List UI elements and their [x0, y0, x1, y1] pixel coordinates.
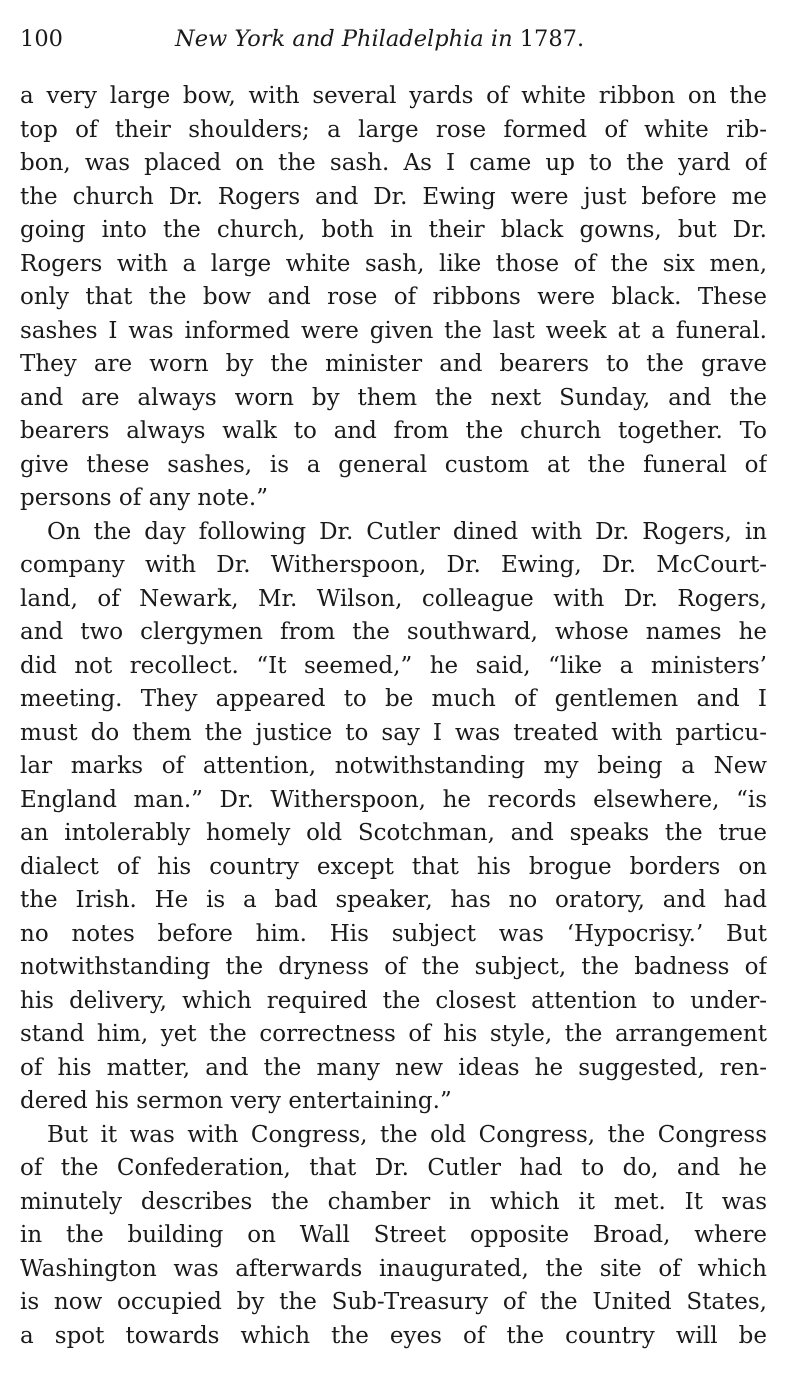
text-line: company with Dr. Witherspoon, Dr. Ewing, Dr. McCourt-: [20, 552, 767, 578]
text-line: give these sashes, is a general custom at the funeral of: [20, 451, 767, 478]
text-line: the church Dr. Rogers and Dr. Ewing were just before me: [20, 183, 767, 210]
text-line: Washington was afterwards inaugurated, the site of which: [20, 1255, 767, 1282]
text-line: persons of any note.”: [20, 485, 268, 511]
text-line: going into the church, both in their black gowns, but Dr.: [20, 217, 767, 243]
text-line: sashes I was informed were given the last week at a funeral.: [20, 317, 767, 344]
text-line: a spot towards which the eyes of the country will be: [20, 1322, 767, 1349]
text-line: an intolerably homely old Scotchman, and speaks the true: [20, 820, 767, 846]
text-line: lar marks of attention, notwithstanding my being a New: [20, 753, 767, 779]
running-title: [175, 22, 584, 56]
text-line: But it was with Congress, the old Congress, the Congress: [47, 1121, 767, 1148]
text-line: On the day following Dr. Cutler dined with Dr. Rogers, in: [47, 518, 767, 545]
page-number: 100: [20, 26, 63, 52]
text-line: of his matter, and the many new ideas he suggested, ren-: [20, 1054, 767, 1081]
text-line: the Irish. He is a bad speaker, has no oratory, and had: [20, 887, 767, 913]
text-line: a very large bow, with several yards of white ribbon on the: [20, 83, 767, 109]
text-line: notwithstanding the dryness of the subject, the badness of: [20, 954, 767, 980]
text-line: minutely describes the chamber in which it met. It was: [20, 1188, 767, 1215]
text-line: bon, was placed on the sash. As I came up to the yard of: [20, 150, 767, 176]
text-line: dialect of his country except that his brogue borders on: [20, 853, 767, 880]
text-line: must do them the justice to say I was treated with particu-: [20, 719, 767, 746]
text-line: his delivery, which required the closest attention to under-: [20, 987, 767, 1014]
text-line: stand him, yet the correctness of his style, the arrangement: [20, 1021, 767, 1047]
text-line: England man.” Dr. Witherspoon, he records elsewhere, “is: [20, 786, 767, 813]
text-line: dered his sermon very entertaining.”: [20, 1088, 452, 1114]
text-line: They are worn by the minister and bearers to the grave: [20, 351, 767, 377]
text-line: no notes before him. His subject was ‘Hypocrisy.’ But: [20, 920, 767, 947]
running-title-year: 1787.: [512, 26, 585, 52]
text-line: only that the bow and rose of ribbons were black. These: [20, 284, 767, 310]
running-header: [20, 22, 767, 56]
text-line: did not recollect. “It seemed,” he said, “like a ministers’: [20, 652, 767, 679]
text-line: and two clergymen from the southward, whose names he: [20, 619, 767, 645]
text-line: of the Confederation, that Dr. Cutler had to do, and he: [20, 1155, 767, 1181]
text-line: land, of Newark, Mr. Wilson, colleague with Dr. Rogers,: [20, 585, 767, 612]
text-line: in the building on Wall Street opposite Broad, where: [20, 1222, 767, 1248]
text-line: bearers always walk to and from the church together. To: [20, 418, 767, 444]
text-line: and are always worn by them the next Sunday, and the: [20, 384, 767, 411]
text-line: top of their shoulders; a large rose formed of white rib-: [20, 116, 767, 143]
text-line: Rogers with a large white sash, like those of the six men,: [20, 250, 767, 277]
running-title-text: New York and Philadelphia in: [175, 26, 513, 52]
text-line: meeting. They appeared to be much of gentlemen and I: [20, 686, 767, 712]
body-text: [20, 80, 767, 1353]
text-line: is now occupied by the Sub-Treasury of the United States,: [20, 1289, 767, 1315]
